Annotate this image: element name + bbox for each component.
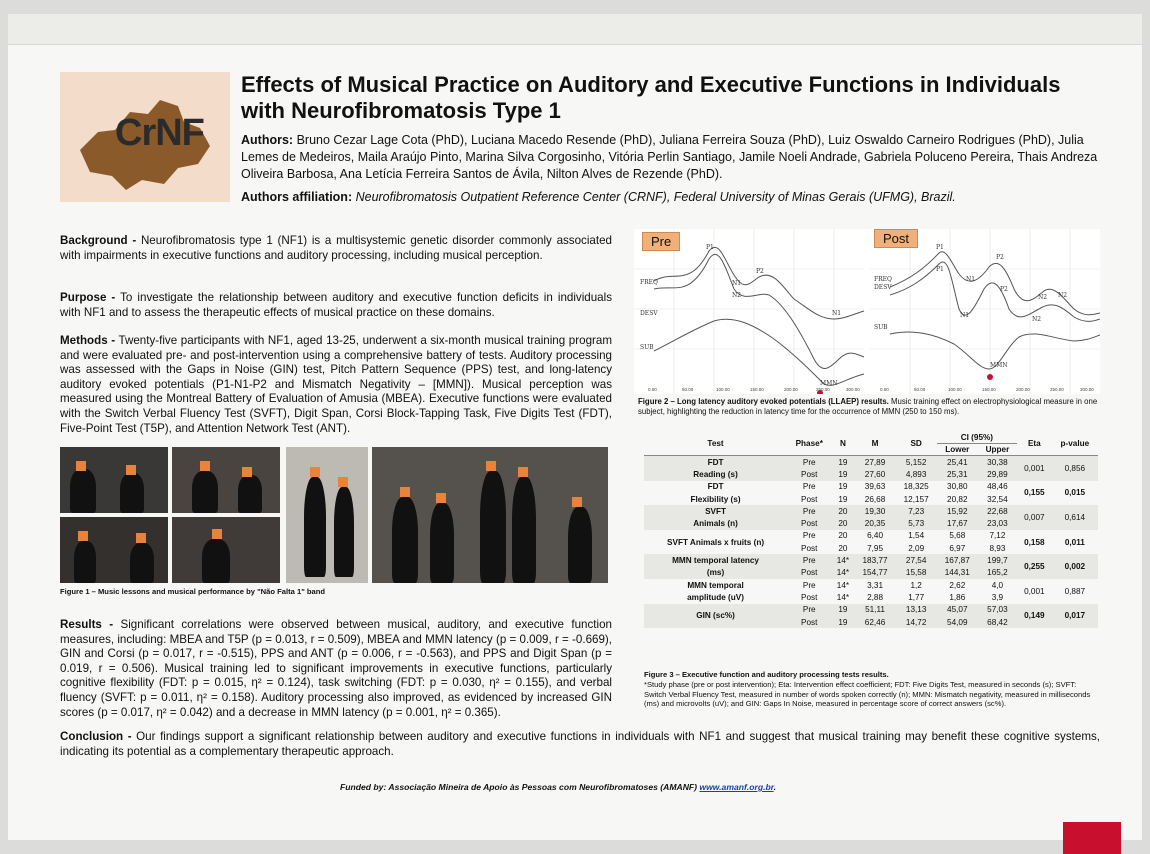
post-peak-n2c: N2 xyxy=(1032,316,1042,323)
results-label: Results - xyxy=(60,618,114,631)
table-row xyxy=(644,554,1098,566)
pre-y-desv: DESV xyxy=(640,310,658,317)
table-cell: 62,46 xyxy=(854,616,895,628)
table-cell: 0,015 xyxy=(1064,488,1086,498)
table-cell: Post xyxy=(801,592,818,602)
post-peak-n2b: N2 xyxy=(1058,292,1068,299)
table-cell: 20 xyxy=(838,543,848,553)
post-y-desv: DESV xyxy=(874,284,892,291)
music-lessons-photos xyxy=(60,447,608,597)
pre-peak-n2: N2 xyxy=(732,292,742,299)
table-cell: 4,0 xyxy=(991,580,1004,590)
post-x-tick-3: 150.00 xyxy=(982,387,996,392)
table-cell: 27,60 xyxy=(854,468,895,480)
affiliation-label: Authors affiliation: xyxy=(241,190,353,204)
pre-peak-n1b: N1 xyxy=(832,310,842,317)
table-cell: 0,007 xyxy=(1017,505,1052,530)
table-cell: 0,149 xyxy=(1017,604,1052,629)
post-peak-p1b: P1 xyxy=(936,266,944,273)
table-cell: 20,82 xyxy=(947,494,968,504)
table-cell: 1,77 xyxy=(908,592,925,602)
pre-y-sub: SUB xyxy=(640,344,654,351)
conclusion-label: Conclusion - xyxy=(60,730,132,743)
post-peak-mmn: MMN xyxy=(990,362,1008,369)
table-cell: 14,72 xyxy=(896,616,937,628)
table-cell: 27,89 xyxy=(854,456,895,469)
table-cell: 15,58 xyxy=(896,567,937,579)
conclusion-text: Our findings support a significant relationship between auditory and executive functions in individuals with NF1 and suggest that musical training may benefit these cognitive systems, indicating its potential as a complementary therapeutic approach. xyxy=(60,730,1100,758)
table-cell: Post xyxy=(787,517,831,529)
table-cell: 3,9 xyxy=(991,592,1004,602)
table-cell: 7,95 xyxy=(867,543,883,553)
table-cell: 0,255 xyxy=(1017,554,1052,579)
table-cell: Pre xyxy=(802,531,816,541)
table-cell: Animals (n) xyxy=(644,517,787,529)
figure2-caption-text: Music training effect on electrophysiological measure in one subject, highlighting the reduction in latency time for the occurrence of MMN (250 to 150 ms). xyxy=(638,397,1098,416)
table-cell: 14* xyxy=(831,567,854,579)
th-upper: Upper xyxy=(978,444,1017,456)
table-cell: 27,54 xyxy=(896,554,937,566)
table-cell: 29,89 xyxy=(978,468,1017,480)
figure2-caption-title: Figure 2 – Long latency auditory evoked potentials (LLAEP) results. xyxy=(638,397,889,406)
table-cell: 6,97 xyxy=(949,543,966,553)
table-row xyxy=(644,505,1098,517)
results-text: Significant correlations were observed between musical, auditory, and executive function measures, including: MBEA and T5P (p = 0.013, r = 0.509), MBEA and MMN latency (p = 0.009, r = -0.669), GIN and Corsi (p = 0.017, r = -0.515), PPS and ANT (p = 0.006, r = -0.563), and PPS and Digit Span (p = 0.019, r = 0.506). Musical training led to significant improvements in executive functions, particularly cognitive flexibility (FDT: p = 0.015, η² = 0.124), task switching (FDT: p = 0.030, η² = 0.155), and verbal fluency (SVFT: p = 0.011, η² = 0.158). Auditory processing also improved, as evidenced by increased GIN scores (p = 0.017, η² = 0.042) and a decrease in MMN latency (p = 0.001, η² = 0.365). xyxy=(60,618,612,719)
photo-lesson-4 xyxy=(172,517,280,583)
post-x-tick-0: 0.00 xyxy=(880,387,889,392)
pre-x-tick-6: 300.00 xyxy=(846,387,860,392)
photo-lesson-2 xyxy=(172,447,280,513)
table-cell: 1,2 xyxy=(910,580,922,590)
logo-text: CrNF xyxy=(115,112,204,154)
th-ci: CI (95%) xyxy=(937,432,1017,444)
photo-lesson-1 xyxy=(60,447,168,513)
table-cell: 14* xyxy=(836,592,850,602)
table-cell: 7,12 xyxy=(989,531,1006,541)
conclusion-section xyxy=(60,730,1100,759)
table-cell: FDT xyxy=(644,456,787,469)
post-x-tick-1: 50.00 xyxy=(914,387,926,392)
pre-peak-mmn: MMN xyxy=(820,380,838,387)
table-cell: 54,09 xyxy=(937,616,978,628)
table-cell: 19 xyxy=(838,494,848,504)
table-cell: 0,001 xyxy=(1024,586,1045,596)
table-cell: 0,155 xyxy=(1024,488,1045,498)
th-n: N xyxy=(831,432,854,456)
table-cell: 1,54 xyxy=(908,531,925,541)
table-cell: Post xyxy=(787,567,831,579)
table-cell: 25,41 xyxy=(937,456,978,469)
authors xyxy=(241,132,1101,183)
post-label: Post xyxy=(874,229,918,248)
table-cell: Post xyxy=(801,494,818,504)
table-cell: Post xyxy=(787,468,831,480)
crnf-logo xyxy=(60,72,230,202)
photo-lesson-3 xyxy=(60,517,168,583)
table-cell: 51,11 xyxy=(854,604,895,616)
table-cell: 26,68 xyxy=(864,494,886,504)
table-cell: 199,7 xyxy=(978,554,1017,566)
table-cell: 57,03 xyxy=(978,604,1017,616)
post-peak-n1: N1 xyxy=(960,312,970,319)
table-cell: 0,614 xyxy=(1052,505,1098,530)
table-cell: SVFT Animals x fruits (n) xyxy=(667,537,765,547)
table-cell: 13,13 xyxy=(896,604,937,616)
post-peak-p2: P2 xyxy=(996,254,1004,261)
table-cell: (ms) xyxy=(644,567,787,579)
table-cell: 14* xyxy=(836,580,850,590)
table-row xyxy=(644,579,1098,591)
funding-note xyxy=(340,782,776,792)
post-peak-p1: P1 xyxy=(936,244,944,251)
table-cell: 19,30 xyxy=(854,505,895,517)
poster-title: Effects of Musical Practice on Auditory and Executive Functions in Individuals with Neurofibromatosis Type 1 xyxy=(241,72,1061,123)
table-cell: 15,92 xyxy=(937,505,978,517)
affiliation-text: Neurofibromatosis Outpatient Reference Center (CRNF), Federal University of Minas Gerais (UFMG), Brazil. xyxy=(355,190,956,204)
table-cell: Pre xyxy=(802,580,816,590)
table-cell: Pre xyxy=(787,505,831,517)
table-cell: 68,42 xyxy=(978,616,1017,628)
post-x-tick-2: 100.00 xyxy=(948,387,962,392)
pre-x-tick-0: 0.00 xyxy=(648,387,657,392)
pre-x-tick-5: 250.00 xyxy=(816,387,830,392)
figure3-caption-title: Figure 3 – Executive function and auditory processing tests results. xyxy=(644,670,889,679)
table-cell: 2,88 xyxy=(867,592,883,602)
pre-peak-p2: P2 xyxy=(756,268,764,275)
purpose-label: Purpose - xyxy=(60,291,116,304)
table-row xyxy=(644,456,1098,469)
table-cell: 19 xyxy=(838,482,848,492)
pre-x-tick-1: 50.00 xyxy=(682,387,694,392)
authors-names: Bruno Cezar Lage Cota (PhD), Luciana Macedo Resende (PhD), Juliana Ferreira Souza (PhD), Luiz Oswaldo Carneiro Rodrigues (PhD), Julia Lemes de Medeiros, Maila Araújo Pinto, Marina Silva Corgosinho, Vitória Perlin Santiago, Jamile Noeli Andrade, Gabriela Poluceno Pereira, Thais Andreza Oliveira Barbosa, Ana Letícia Ferreira Santos de Ávila, Nilton Alves de Rezende (PhD). xyxy=(241,133,1098,181)
th-phase: Phase* xyxy=(787,432,831,456)
table-cell: Pre xyxy=(787,604,831,616)
table-cell: Flexibility (s) xyxy=(690,494,741,504)
table-cell: 154,77 xyxy=(854,567,895,579)
table-cell: FDT xyxy=(707,482,724,492)
table-cell: 25,31 xyxy=(937,468,978,480)
table-cell: Pre xyxy=(787,554,831,566)
table-cell: 2,09 xyxy=(908,543,925,553)
pre-peak-p1: P1 xyxy=(706,244,714,251)
results-section xyxy=(60,618,612,720)
background-text: Neurofibromatosis type 1 (NF1) is a multisystemic genetic disorder commonly associated with impairments in executive functions and auditory processing, including musical perception. xyxy=(60,234,612,262)
funded-text: Funded by: Associação Mineira de Apoio às Pessoas com Neurofibromatoses (AMANF) xyxy=(340,782,698,792)
post-y-freq: FREQ xyxy=(874,276,892,283)
table-cell: 18,325 xyxy=(903,482,929,492)
table-cell: 30,80 xyxy=(947,482,968,492)
table-cell: 165,2 xyxy=(978,567,1017,579)
table-cell: 8,93 xyxy=(989,543,1006,553)
table-cell: 48,46 xyxy=(987,482,1008,492)
pre-label: Pre xyxy=(642,232,680,251)
table-row xyxy=(644,481,1098,493)
post-x-tick-5: 250.00 xyxy=(1050,387,1064,392)
th-lower: Lower xyxy=(937,444,978,456)
table-cell: 30,38 xyxy=(978,456,1017,469)
th-m: M xyxy=(854,432,895,456)
pre-peak-n1: N1 xyxy=(732,280,742,287)
table-cell: 0,011 xyxy=(1064,537,1085,547)
table-row xyxy=(644,530,1098,542)
table-cell: 0,001 xyxy=(1017,456,1052,481)
table-cell: 1,86 xyxy=(949,592,966,602)
affiliation xyxy=(241,190,1101,204)
table-cell: 45,07 xyxy=(937,604,978,616)
pre-x-tick-3: 150.00 xyxy=(750,387,764,392)
table-cell: 17,67 xyxy=(937,517,978,529)
table-cell: 39,63 xyxy=(864,482,886,492)
table-cell: 6,40 xyxy=(867,531,883,541)
table-cell: 14* xyxy=(831,554,854,566)
th-eta: Eta xyxy=(1017,432,1052,456)
table-cell: 20,35 xyxy=(854,517,895,529)
post-peak-p2b: P2 xyxy=(1000,286,1008,293)
table-cell: 19 xyxy=(831,604,854,616)
post-y-sub: SUB xyxy=(874,324,888,331)
figure3-caption-text: *Study phase (pre or post intervention); Eta: Intervention effect coefficient; FDT: Five Digits Test, measured in seconds (s); SVFT: Switch Verbal Fluency Test, measured in number of words spoken correctly (n); MMN: Mismatch negativity, measured in milliseconds (ms) and microvolts (uV); and GIN: Gaps In Noise, measured in percentage score of correct answers (sc%). xyxy=(644,679,1091,709)
table-cell: 5,68 xyxy=(949,531,966,541)
th-sd: SD xyxy=(896,432,937,456)
table-cell: 167,87 xyxy=(937,554,978,566)
table-cell: 19 xyxy=(831,456,854,469)
methods-label: Methods - xyxy=(60,334,116,347)
table-cell: 0,158 xyxy=(1024,537,1045,547)
table-cell: 3,31 xyxy=(867,580,883,590)
th-p: p-value xyxy=(1052,432,1098,456)
figure2-llaep-graphs xyxy=(634,229,1100,394)
table-cell: 19 xyxy=(831,616,854,628)
figure2-caption xyxy=(638,397,1098,417)
methods-section xyxy=(60,334,612,436)
pre-y-freq: FREQ xyxy=(640,279,658,286)
table-row xyxy=(644,604,1098,616)
post-x-tick-6: 300.00 xyxy=(1080,387,1094,392)
table-cell: SVFT xyxy=(644,505,787,517)
figure3-results-table xyxy=(644,432,1098,628)
pre-x-tick-4: 200.00 xyxy=(784,387,798,392)
table-cell: 23,03 xyxy=(978,517,1017,529)
methods-text: Twenty-five participants with NF1, aged 13-25, underwent a six-month musical training program and were evaluated pre- and post-intervention using a comprehensive battery of tests. Auditory processing was assessed with the Gaps in Noise (GIN) test, Pitch Pattern Sequence (PPS) test, and long-latency auditory evoked potentials (P1-N1-P2 and Mismatch Negativity – [MMN]). Musical perception was measured using the Montreal Battery of Evaluation of Amusia (MBEA). Executive functions were evaluated with the Switch Verbal Fluency Test (SVFT), Digit Span, Corsi Block-Tapping Task, Five Digits Test (FDT), Five-Point Test (T5P), and Attention Network Test (ANT). xyxy=(60,334,612,435)
table-cell: 0,887 xyxy=(1064,586,1086,596)
purpose-section xyxy=(60,291,612,320)
table-cell: 5,73 xyxy=(896,517,937,529)
background-label: Background - xyxy=(60,234,137,247)
table-cell: 5,152 xyxy=(896,456,937,469)
photo-band-performance xyxy=(372,447,608,583)
mmn-post-marker xyxy=(987,374,993,380)
table-cell: 4,893 xyxy=(896,468,937,480)
table-cell: Pre xyxy=(802,482,816,492)
poster-top-border xyxy=(8,14,1142,45)
photo-lesson-5 xyxy=(286,447,368,583)
red-sticker xyxy=(1063,822,1121,854)
table-cell: 7,23 xyxy=(896,505,937,517)
background-section xyxy=(60,234,612,263)
table-cell: Post xyxy=(801,543,818,553)
post-peak-n1b: N1 xyxy=(966,276,976,283)
table-cell: Post xyxy=(787,616,831,628)
table-cell: amplitude (uV) xyxy=(687,592,744,602)
table-cell: GIN (sc%) xyxy=(644,604,787,629)
table-cell: 0,002 xyxy=(1052,554,1098,579)
table-cell: 0,017 xyxy=(1052,604,1098,629)
table-cell: 0,856 xyxy=(1052,456,1098,481)
table-cell: 20 xyxy=(831,517,854,529)
th-test: Test xyxy=(644,432,787,456)
table-cell: 12,157 xyxy=(903,494,929,504)
table-cell: 32,54 xyxy=(987,494,1008,504)
table-cell: 2,62 xyxy=(949,580,966,590)
table-cell: 20 xyxy=(831,505,854,517)
table-cell: Reading (s) xyxy=(644,468,787,480)
table-cell: 20 xyxy=(838,531,848,541)
poster xyxy=(8,14,1142,840)
table-cell: MMN temporal xyxy=(687,580,744,590)
llaep-waveforms xyxy=(634,229,1100,394)
table-cell: Pre xyxy=(787,456,831,469)
post-x-tick-4: 200.00 xyxy=(1016,387,1030,392)
funded-end: . xyxy=(773,782,776,792)
table-cell: 22,68 xyxy=(978,505,1017,517)
table-cell: 19 xyxy=(831,468,854,480)
amanf-link[interactable]: www.amanf.org.br xyxy=(699,782,774,792)
figure1-caption: Figure 1 – Music lessons and musical performance by "Não Falta 1" band xyxy=(60,587,326,596)
table-cell: MMN temporal latency xyxy=(644,554,787,566)
table-cell: 144,31 xyxy=(937,567,978,579)
pre-x-tick-2: 100.00 xyxy=(716,387,730,392)
table-cell: 183,77 xyxy=(854,554,895,566)
purpose-text: To investigate the relationship between auditory and executive function deficits in individuals with NF1 and to assess the therapeutic effects of musical practice on these domains. xyxy=(60,291,613,319)
figure3-caption xyxy=(644,670,1100,709)
authors-label: Authors: xyxy=(241,133,294,147)
post-peak-n2: N2 xyxy=(1038,294,1048,301)
